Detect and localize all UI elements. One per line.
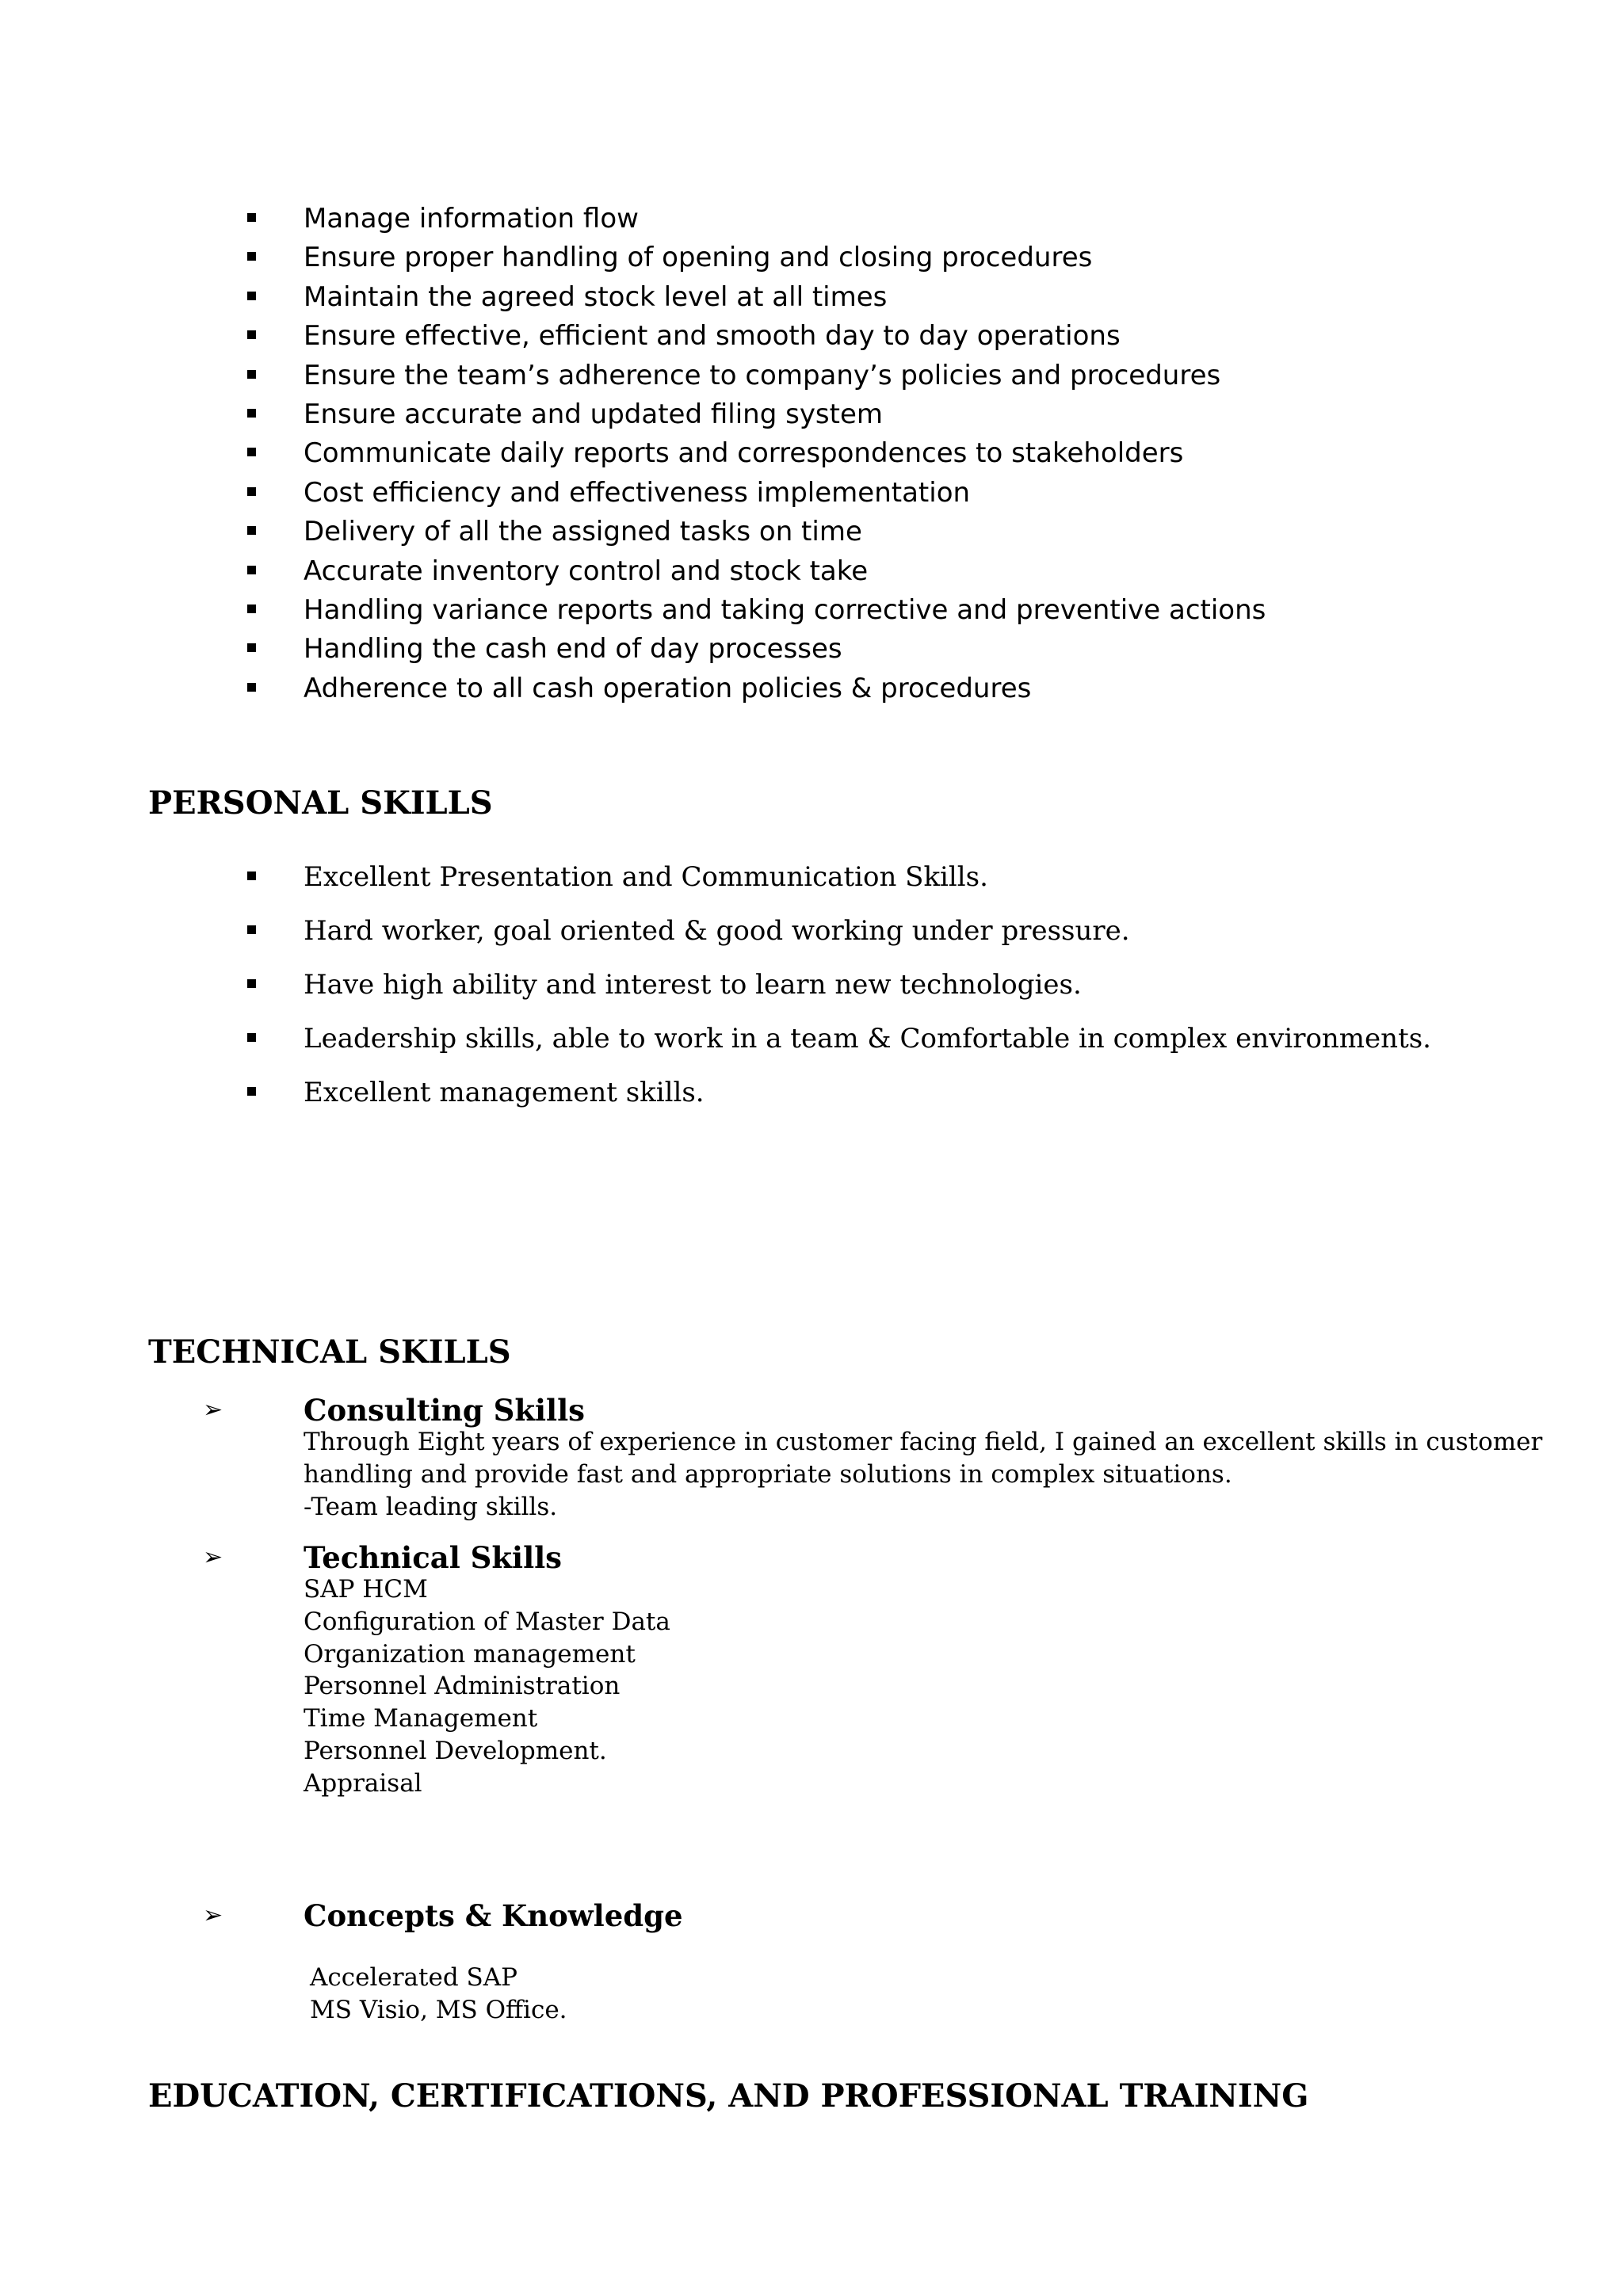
duty-text: Accurate inventory control and stock take [304,555,869,587]
list-item [0,240,1266,279]
list-item [0,280,1266,318]
duty-text: Ensure accurate and updated filing system [304,398,884,430]
square-bullet-icon [247,409,256,418]
list-item [0,860,1431,913]
list-item [0,514,1266,553]
square-bullet-icon [247,213,256,222]
duty-text: Cost efficiency and effectiveness implementation [304,476,971,509]
skill-text: Have high ability and interest to learn new technologies. [304,969,1082,1001]
skill-text: Hard worker, goal oriented & good working under pressure. [304,915,1130,947]
square-bullet-icon [247,643,256,652]
skill-text: Excellent management skills. [304,1077,705,1108]
concepts-knowledge-title: Concepts & Knowledge [304,1898,683,1933]
technical-skills-title: Technical Skills [304,1540,563,1575]
list-item [0,913,1431,967]
text-line: Configuration of Master Data [304,1607,670,1636]
consulting-skills-lines [304,1426,1542,1523]
list-item [0,967,1431,1021]
square-bullet-icon [247,292,256,300]
square-bullet-icon [247,566,256,574]
square-bullet-icon [247,979,256,988]
duty-text: Ensure the team’s adherence to company’s policies and procedures [304,359,1221,391]
square-bullet-icon [247,871,256,880]
text-line: Accelerated SAP [310,1963,518,1992]
personal-skills-heading: PERSONAL SKILLS [148,784,493,822]
personal-skills-list [0,860,1431,1129]
duty-text: Handling the cash end of day processes [304,633,842,666]
list-item [0,1021,1431,1075]
square-bullet-icon [247,487,256,496]
text-line: SAP HCM [304,1575,428,1604]
list-item [0,436,1266,475]
arrow-bullet-icon: ➢ [203,1396,223,1424]
text-line: MS Visio, MS Office. [310,1995,567,2024]
list-item [0,397,1266,436]
square-bullet-icon [247,370,256,379]
square-bullet-icon [247,683,256,692]
text-line: handling and provide fast and appropriate solutions in complex situations. [304,1459,1232,1489]
list-item [0,318,1266,357]
list-item [0,631,1266,670]
technical-skills-lines [304,1573,670,1800]
duty-text: Delivery of all the assigned tasks on time [304,516,862,548]
square-bullet-icon [247,1033,256,1042]
duty-text: Communicate daily reports and correspondences to stakeholders [304,437,1184,470]
text-line: Personnel Development. [304,1736,607,1765]
text-line: Through Eight years of experience in customer facing field, I gained an excellent skills in customer [304,1428,1543,1456]
square-bullet-icon [247,925,256,934]
education-heading: EDUCATION, CERTIFICATIONS, AND PROFESSIONAL TRAINING [148,2077,1309,2115]
duty-text: Manage information flow [304,203,639,235]
square-bullet-icon [247,448,256,456]
duty-text: Maintain the agreed stock level at all times [304,280,888,313]
arrow-bullet-icon: ➢ [203,1901,223,1929]
duties-list [0,201,1266,710]
concepts-knowledge-lines [310,1962,567,2027]
list-item [0,1075,1431,1129]
list-item [0,593,1266,631]
arrow-bullet-icon: ➢ [203,1543,223,1571]
list-item [0,554,1266,593]
duty-text: Handling variance reports and taking corrective and preventive actions [304,593,1266,626]
list-item [0,671,1266,710]
text-line: -Team leading skills. [304,1492,558,1521]
text-line: Organization management [304,1639,636,1669]
list-item [0,358,1266,397]
square-bullet-icon [247,605,256,613]
duty-text: Ensure effective, efficient and smooth day to day operations [304,320,1121,353]
square-bullet-icon [247,330,256,339]
text-line: Appraisal [304,1768,422,1798]
skill-text: Excellent Presentation and Communication Skills. [304,861,988,893]
duty-text: Ensure proper handling of opening and closing procedures [304,242,1093,274]
square-bullet-icon [247,252,256,261]
list-item [0,201,1266,240]
skill-text: Leadership skills, able to work in a team & Comfortable in complex environments. [304,1023,1431,1055]
list-item [0,475,1266,514]
consulting-skills-title: Consulting Skills [304,1393,585,1428]
duty-text: Adherence to all cash operation policies & procedures [304,672,1032,704]
square-bullet-icon [247,1087,256,1096]
square-bullet-icon [247,526,256,535]
text-line: Time Management [304,1704,538,1733]
text-line: Personnel Administration [304,1672,621,1701]
technical-skills-heading: TECHNICAL SKILLS [148,1333,511,1371]
